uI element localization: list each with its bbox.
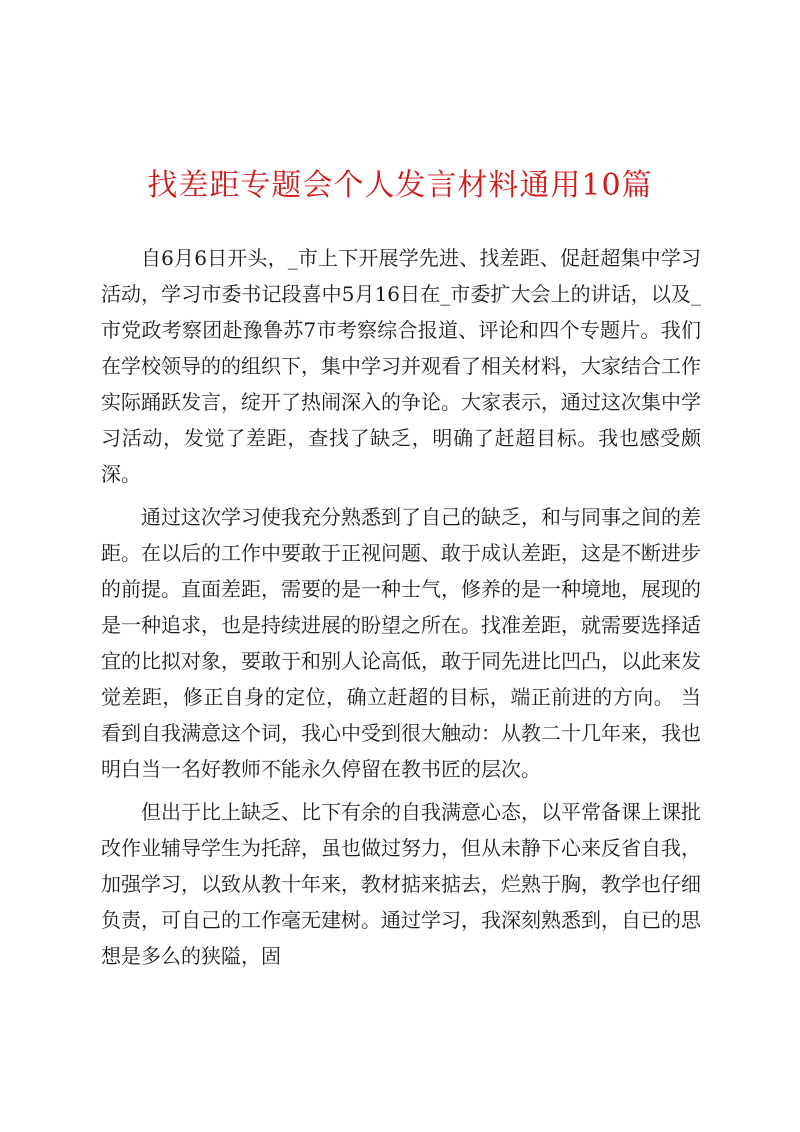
paragraph: 自6月6日开头，_市上下开展学先进、找差距、促赶超集中学习活动，学习市委书记段喜中5月16日在_市委扩大会上的讲话，以及_市党政考察团赴豫鲁苏7市考察综合报道、评论和四个专题片。我们在学校领导的的组织下，集中学习并观看了相关材料，大家结合工作实际踊跃发言，绽开了热闹深入的争论。大家表示，通过这次集中学习活动，发觉了差距，查找了缺乏，明确了赶超目标。我也感受颇深。 (101, 246, 701, 486)
paragraph: 但出于比上缺乏、比下有余的自我满意心态，以平常备课上课批改作业辅导学生为托辞，虽也做过努力，但从未静下心来反省自我，加强学习，以致从教十年来，教材掂来掂去，烂熟于胸，教学也仔细负责，可自己的工作毫无建树。通过学习，我深刻熟悉到，自已的思想是多么的狭隘，固 (101, 800, 701, 968)
document-body (101, 240, 701, 981)
paragraph: 通过这次学习使我充分熟悉到了自己的缺乏，和与同事之间的差距。在以后的工作中要敢于正视问题、敢于成认差距，这是不断进步的前提。直面差距，需要的是一种士气，修养的是一种境地，展现的是一种追求，也是持续进展的盼望之所在。找准差距，就需要选择适宜的比拟对象，要敢于和别人论高低，敢于同先进比凹凸，以此来发觉差距，修正自身的定位，确立赶超的目标，端正前进的方向。 当看到自我满意这个词，我心中受到很大触动：从教二十几年来，我也明白当一名好教师不能永久停留在教书匠的层次。 (101, 505, 701, 781)
document-title: 找差距专题会个人发言材料通用10篇 (147, 168, 653, 203)
